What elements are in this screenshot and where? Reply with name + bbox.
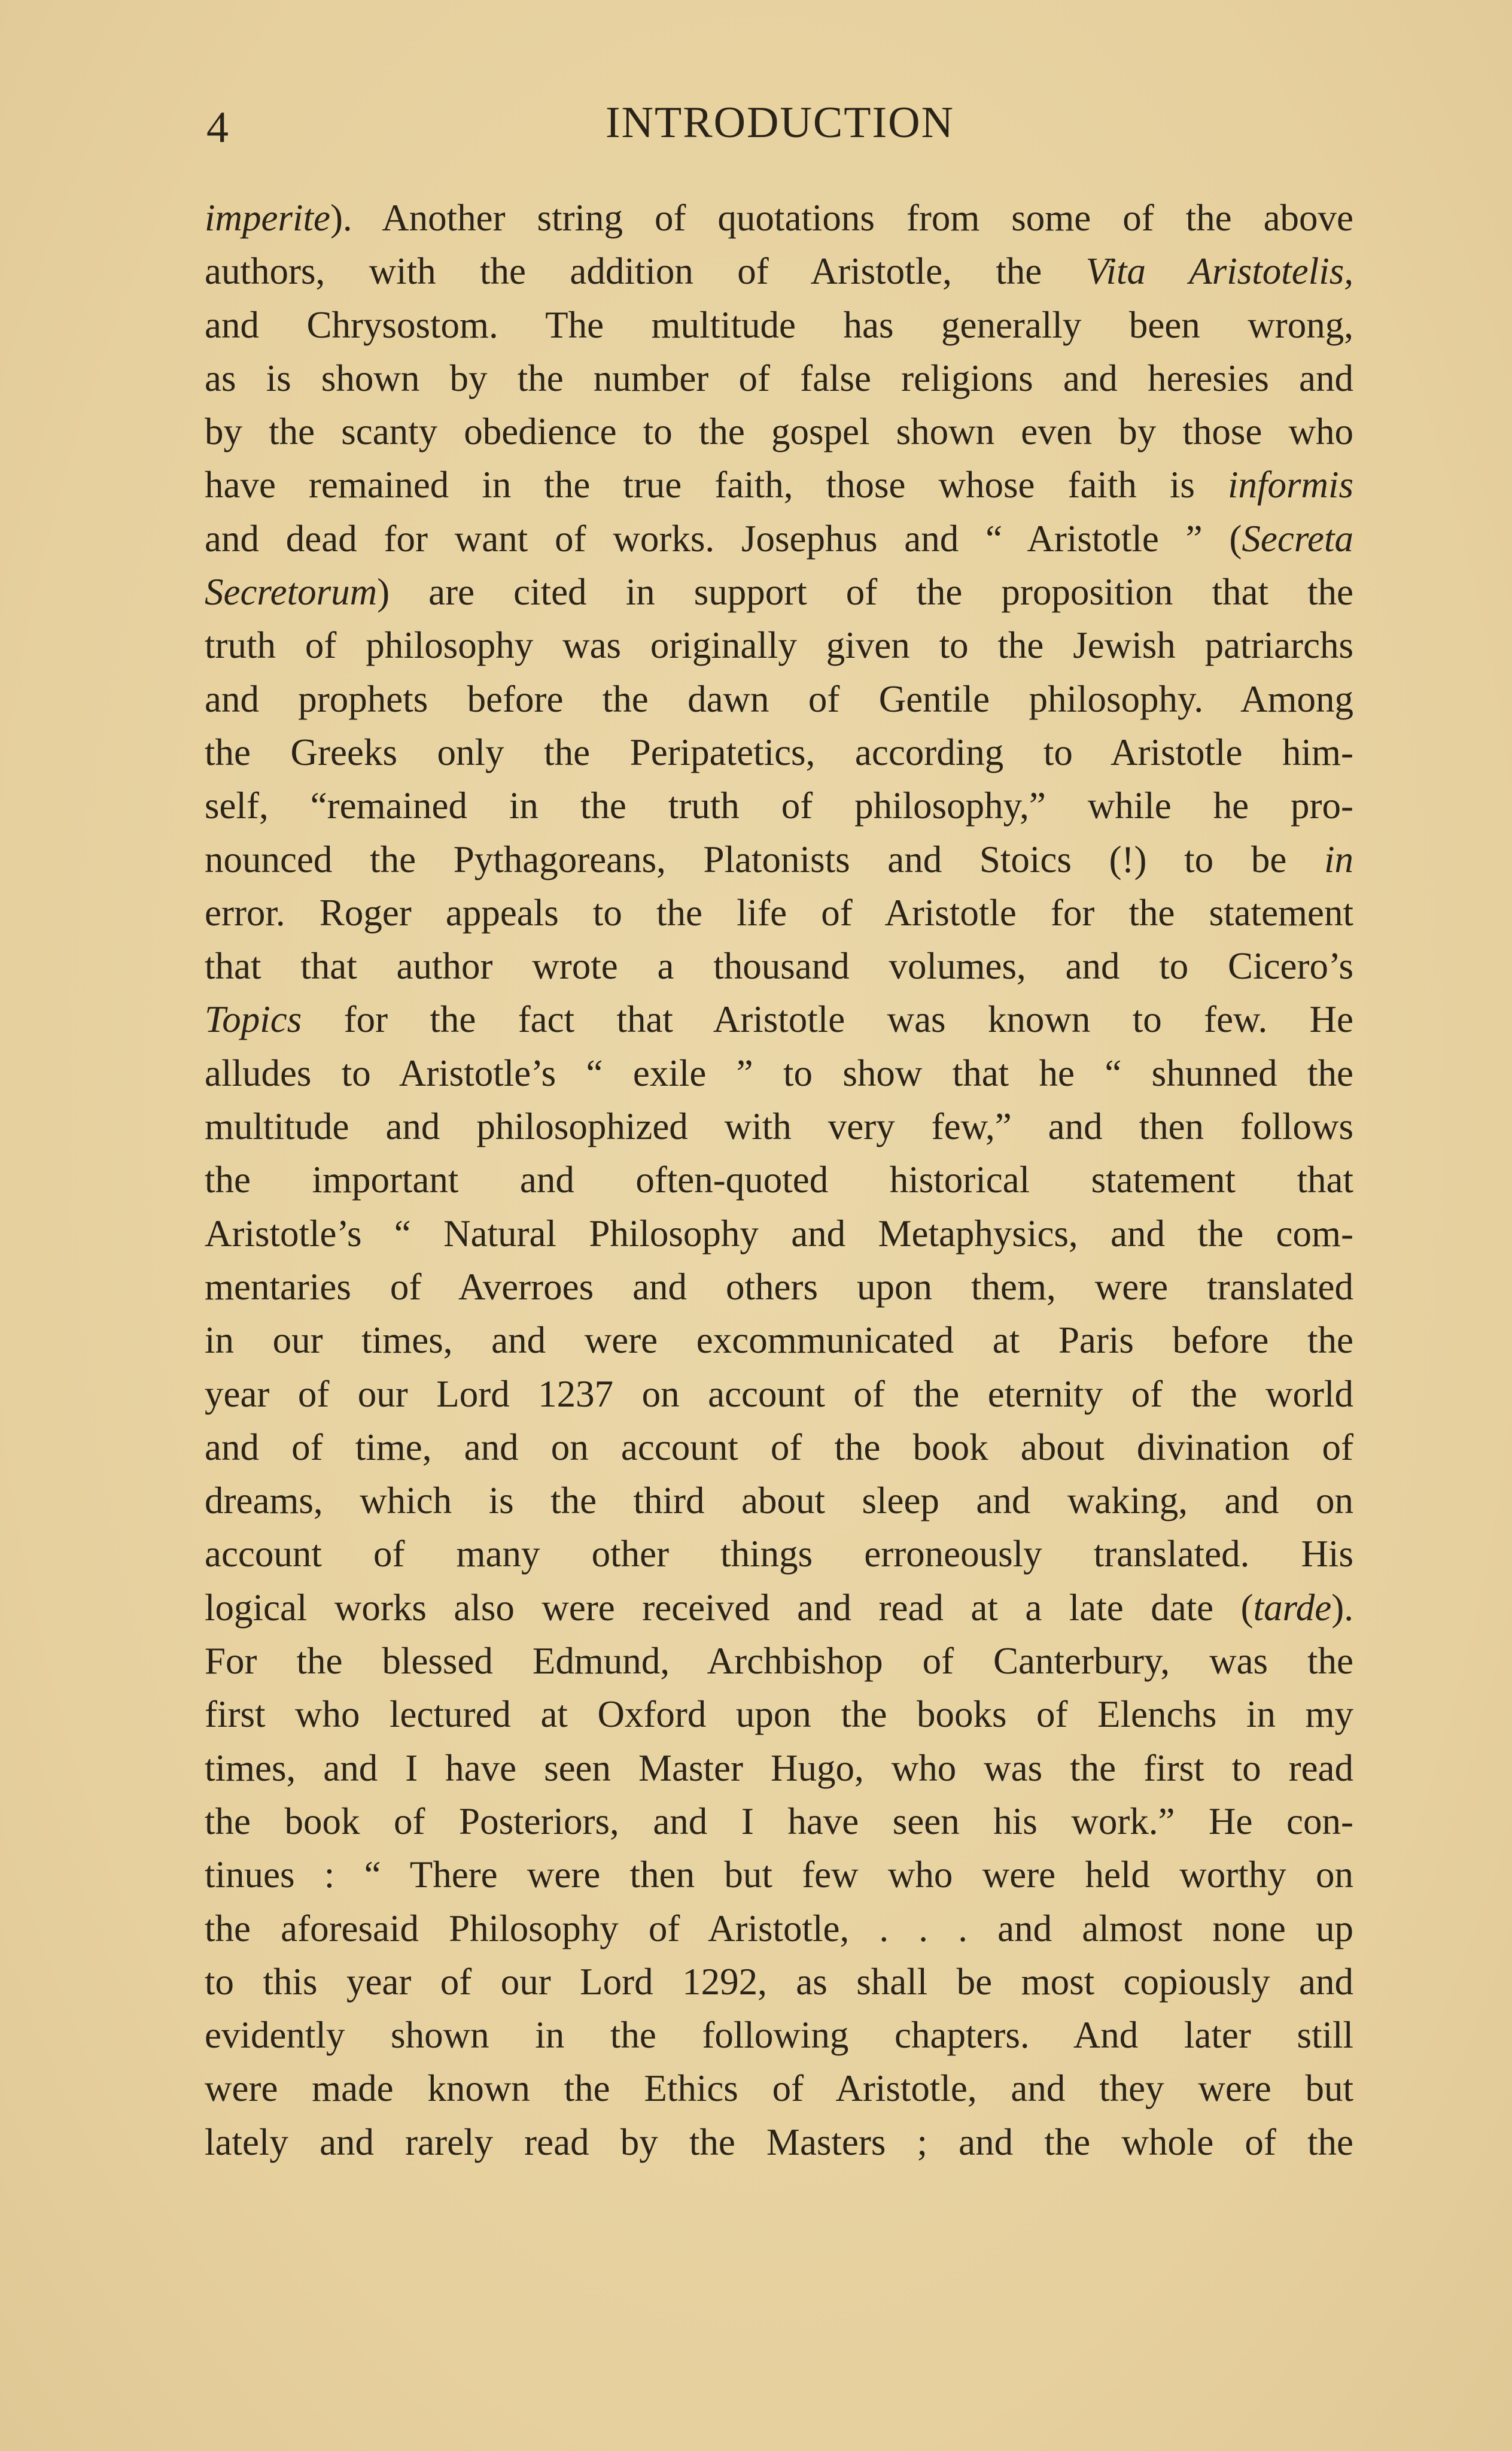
- text-segment: by the scanty obedience to the gospel shown even by those who: [205, 411, 1353, 453]
- text-line: [205, 405, 1353, 458]
- italic-text: tarde: [1253, 1586, 1332, 1629]
- text-segment: times, and I have seen Master Hugo, who was the first to read: [205, 1747, 1353, 1789]
- text-line: [205, 886, 1353, 940]
- text-segment: ).: [1331, 1586, 1353, 1629]
- text-line: [205, 1581, 1353, 1635]
- text-line: [205, 352, 1353, 405]
- text-segment: and of time, and on account of the book about divination of: [205, 1426, 1353, 1468]
- text-line: [205, 512, 1353, 566]
- text-segment: truth of philosophy was originally given to the Jewish patriarchs: [205, 624, 1353, 667]
- text-segment: the Greeks only the Peripatetics, according to Aristotle him-: [205, 731, 1353, 773]
- text-line: [205, 2116, 1353, 2169]
- text-line: [205, 458, 1353, 512]
- text-line: [205, 940, 1353, 993]
- text-line: [205, 1688, 1353, 1741]
- text-line: [205, 1100, 1353, 1153]
- body-text: [205, 192, 1353, 2169]
- text-segment: error. Roger appeals to the life of Aristotle for the statement: [205, 891, 1353, 934]
- text-segment: self, “remained in the truth of philosophy,” while he pro-: [205, 785, 1353, 827]
- text-line: [205, 673, 1353, 726]
- text-line: [205, 1635, 1353, 1688]
- text-line: [205, 1527, 1353, 1581]
- text-segment: ). Another string of quotations from some of the above: [330, 197, 1353, 239]
- italic-text: Secretorum: [205, 571, 378, 613]
- text-segment: year of our Lord 1237 on account of the eternity of the world: [205, 1372, 1353, 1415]
- text-segment: first who lectured at Oxford upon the books of Elenchs in my: [205, 1693, 1353, 1736]
- text-segment: as is shown by the number of false religions and heresies and: [205, 357, 1353, 399]
- text-line: [205, 1368, 1353, 1421]
- text-segment: and Chrysostom. The multitude has generally been wrong,: [205, 303, 1353, 346]
- text-segment: and dead for want of works. Josephus and “ Aristotle ” (: [205, 517, 1242, 560]
- text-line: [205, 1902, 1353, 1955]
- text-segment: dreams, which is the third about sleep and waking, and on: [205, 1480, 1353, 1522]
- text-line: [205, 1207, 1353, 1261]
- text-line: [205, 245, 1353, 298]
- text-segment: that that author wrote a thousand volumes, and to Cicero’s: [205, 945, 1353, 988]
- text-segment: nounced the Pythagoreans, Platonists and Stoics (!) to be: [205, 838, 1324, 880]
- text-segment: the book of Posteriors, and I have seen his work.” He con-: [205, 1800, 1353, 1842]
- text-segment: to this year of our Lord 1292, as shall be most copiously and: [205, 1960, 1353, 2003]
- text-segment: logical works also were received and read at a late date (: [205, 1586, 1254, 1629]
- text-segment: and prophets before the dawn of Gentile philosophy. Among: [205, 678, 1353, 720]
- text-line: [205, 726, 1353, 779]
- italic-text: imperite: [205, 197, 330, 239]
- running-head: INTRODUCTION: [605, 98, 955, 147]
- text-segment: alludes to Aristotle’s “ exile ” to show that he “ shunned the: [205, 1052, 1353, 1094]
- text-line: [205, 833, 1353, 886]
- text-line: [205, 1795, 1353, 1848]
- text-segment: in our times, and were excommunicated at Paris before the: [205, 1319, 1353, 1362]
- text-segment: Aristotle’s “ Natural Philosophy and Metaphysics, and the com-: [205, 1212, 1353, 1255]
- text-segment: ) are cited in support of the proposition that the: [377, 571, 1353, 613]
- text-segment: were made known the Ethics of Aristotle, and they were but: [205, 2067, 1353, 2110]
- text-line: [205, 566, 1353, 619]
- text-segment: multitude and philosophized with very few,” and then follows: [205, 1105, 1353, 1148]
- italic-text: Vita Aristotelis,: [1085, 250, 1353, 293]
- text-line: [205, 1474, 1353, 1527]
- text-segment: lately and rarely read by the Masters ; and the whole of the: [205, 2121, 1353, 2163]
- text-line: [205, 1421, 1353, 1474]
- text-line: [205, 1955, 1353, 2009]
- text-segment: tinues : “ There were then but few who were held worthy on: [205, 1854, 1353, 1896]
- text-segment: account of many other things erroneously translated. His: [205, 1533, 1353, 1575]
- text-segment: for the fact that Aristotle was known to few. He: [302, 998, 1353, 1041]
- text-line: [205, 993, 1353, 1046]
- text-segment: authors, with the addition of Aristotle, the: [205, 250, 1086, 293]
- text-segment: the aforesaid Philosophy of Aristotle, . . . and almost none up: [205, 1907, 1353, 1949]
- italic-text: informis: [1227, 464, 1353, 506]
- page-number: 4: [206, 103, 229, 152]
- text-line: [205, 1314, 1353, 1367]
- text-line: [205, 192, 1353, 245]
- text-line: [205, 1742, 1353, 1795]
- text-line: [205, 1261, 1353, 1314]
- italic-text: in: [1324, 838, 1353, 880]
- text-line: [205, 299, 1353, 352]
- text-segment: evidently shown in the following chapters. And later still: [205, 2014, 1353, 2057]
- text-line: [205, 1047, 1353, 1100]
- text-line: [205, 1848, 1353, 1902]
- italic-text: Secreta: [1242, 517, 1353, 560]
- text-segment: mentaries of Averroes and others upon them, were translated: [205, 1265, 1353, 1308]
- text-segment: For the blessed Edmund, Archbishop of Canterbury, was the: [205, 1640, 1353, 1682]
- text-segment: the important and often-quoted historical statement that: [205, 1159, 1353, 1201]
- text-line: [205, 779, 1353, 833]
- text-line: [205, 2009, 1353, 2062]
- text-segment: have remained in the true faith, those whose faith is: [205, 464, 1228, 506]
- text-line: [205, 619, 1353, 672]
- text-line: [205, 2062, 1353, 2115]
- text-line: [205, 1153, 1353, 1207]
- italic-text: Topics: [205, 998, 302, 1041]
